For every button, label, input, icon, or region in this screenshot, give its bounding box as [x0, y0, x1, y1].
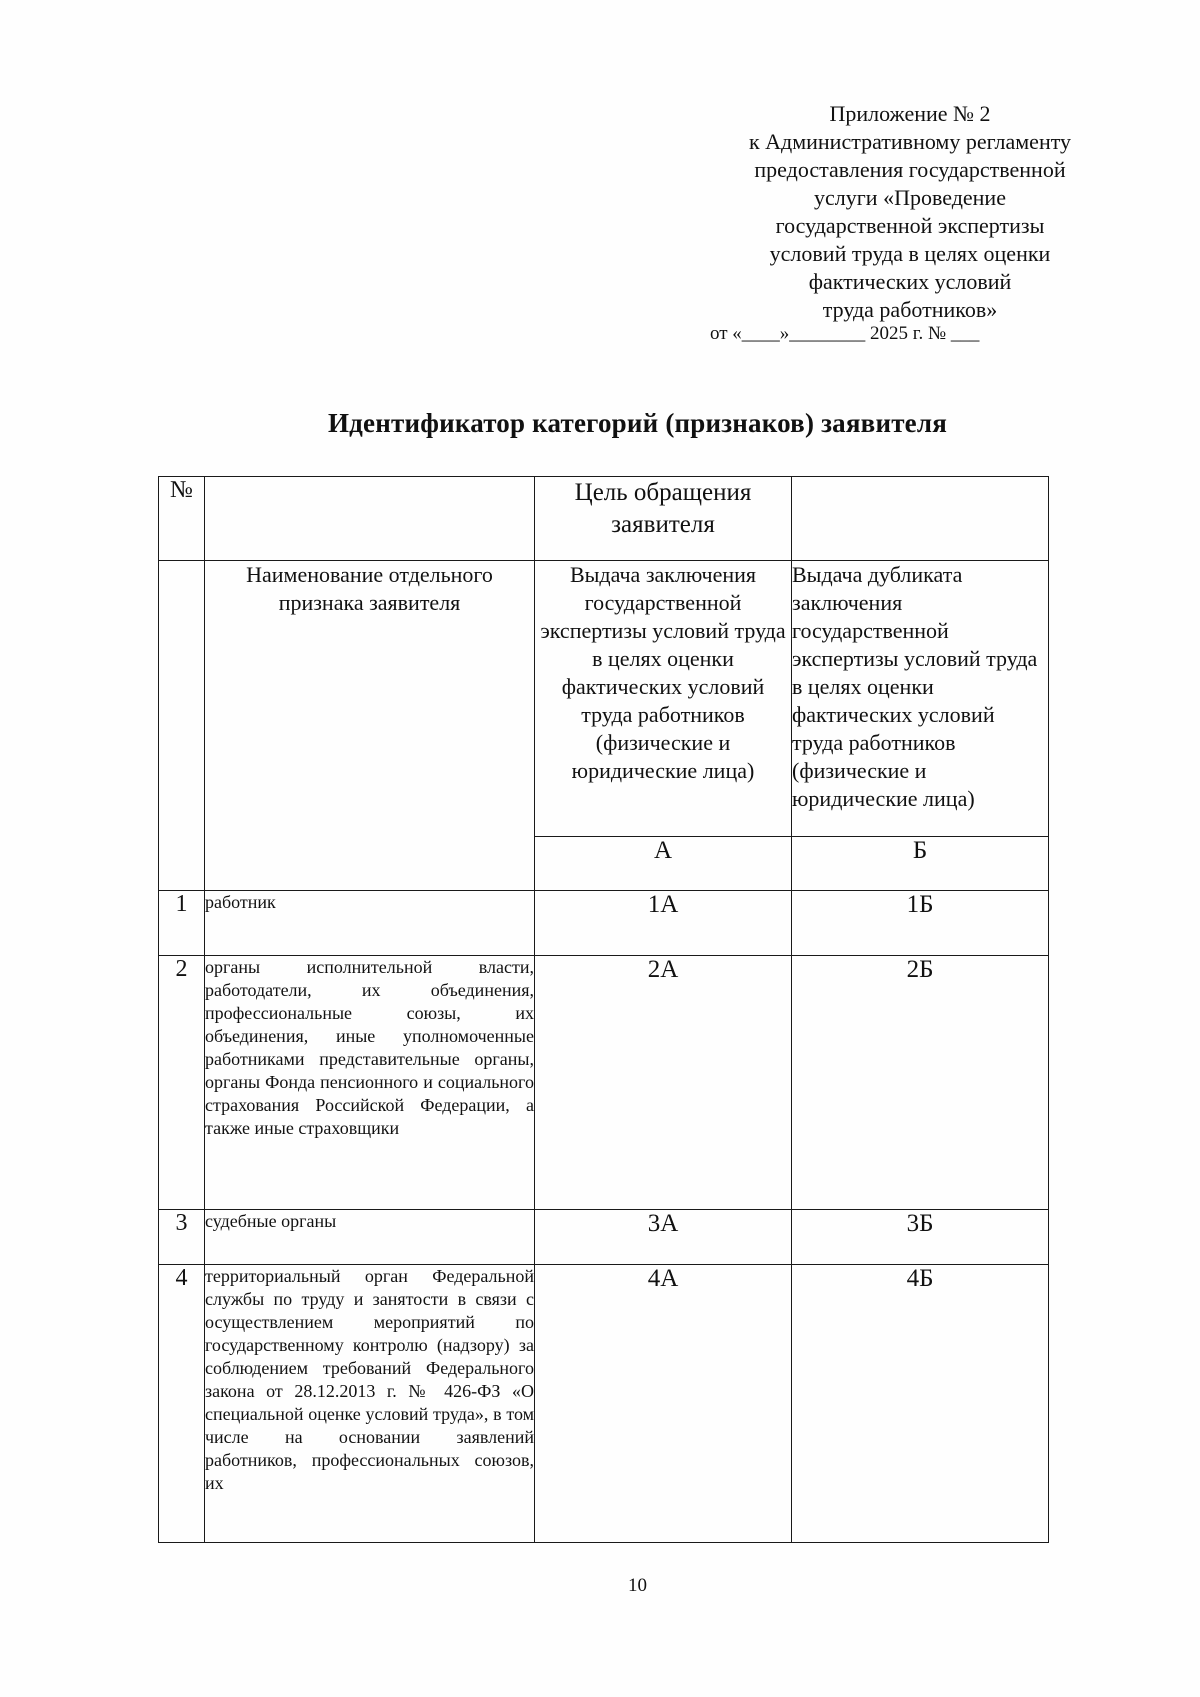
table-subheader-row: [159, 561, 1049, 837]
feature-name-header-cell: [205, 561, 535, 891]
appendix-line: фактических условий: [808, 269, 1012, 294]
row-number-cell: [159, 1210, 205, 1265]
feature-cell: [205, 891, 535, 956]
feature-text: судебные органы: [205, 1211, 337, 1231]
appendix-line: к Административному регламенту: [748, 129, 1072, 154]
appendix-line: услуги «Проведение: [814, 185, 1006, 210]
feature-text: органы исполнительной власти, работодатели, их объединения, профессиональные союзы, их объединения, иные уполномоченные работниками представительные органы, органы Фонда пенсионного и социального страхования Российской Федерации, а также иные страховщики: [205, 957, 534, 1138]
code-a: 1А: [647, 891, 679, 918]
header-empty-cell: [792, 477, 1049, 561]
page-number: 10: [628, 1575, 647, 1596]
table-row: [159, 1210, 1049, 1265]
code-b: 1Б: [906, 891, 934, 918]
document-title: Идентификатор категорий (признаков) заявителя: [327, 408, 948, 438]
header-purpose: Цель обращения заявителя: [574, 479, 752, 538]
letter-b-cell: [792, 837, 1049, 891]
table-row: [159, 1265, 1049, 1543]
row-number-cell: [159, 891, 205, 956]
code-b-cell: [792, 956, 1049, 1210]
code-a: 2А: [647, 956, 679, 983]
row-number: 4: [175, 1265, 188, 1291]
code-a-cell: [535, 891, 792, 956]
letter-a: А: [653, 837, 673, 864]
code-a-cell: [535, 1210, 792, 1265]
code-a: 4А: [647, 1265, 679, 1292]
header-purpose-cell: [535, 477, 792, 561]
code-b: 3Б: [906, 1210, 934, 1237]
code-a-cell: [535, 1265, 792, 1543]
applicant-category-table: [158, 476, 1049, 1543]
feature-text: территориальный орган Федеральной службы по труду и занятости в связи с осуществлением мероприятий по государственному контролю (надзору) за соблюдением требований Федерального закона от 28.12.2013 г. № 426-ФЗ «О специальной оценке условий труда», в том числе на основании заявлений работников, профессиональных союзов, их: [205, 1266, 534, 1493]
code-b-cell: [792, 1265, 1049, 1543]
table-row: [159, 891, 1049, 956]
code-b: 2Б: [906, 956, 934, 983]
code-b-cell: [792, 1210, 1049, 1265]
code-a-cell: [535, 956, 792, 1210]
feature-cell: [205, 956, 535, 1210]
appendix-line: предоставления государственной: [754, 157, 1066, 182]
table-row: [159, 956, 1049, 1210]
letter-a-cell: [535, 837, 792, 891]
date-number-line: от «____»________ 2025 г. № ___: [710, 323, 980, 344]
appendix-line: условий труда в целях оценки: [769, 241, 1051, 266]
subheader-number-cell: [159, 561, 205, 891]
feature-cell: [205, 1265, 535, 1543]
row-number: 1: [175, 891, 188, 917]
feature-cell: [205, 1210, 535, 1265]
letter-b: Б: [912, 837, 928, 864]
appendix-line: государственной экспертизы: [775, 213, 1045, 238]
header-number: №: [170, 477, 193, 503]
feature-text: работник: [205, 892, 276, 912]
header-empty-cell: [205, 477, 535, 561]
row-number-cell: [159, 1265, 205, 1543]
row-number: 2: [175, 956, 188, 982]
row-number-cell: [159, 956, 205, 1210]
column-b-header: Выдача дубликата заключения государственной экспертизы условий труда в целях оценки фактических условий труда работников (физические и юридические лица): [792, 562, 1038, 811]
table-header-row: [159, 477, 1049, 561]
code-b: 4Б: [906, 1265, 934, 1292]
code-a: 3А: [647, 1210, 679, 1237]
row-number: 3: [175, 1210, 188, 1236]
appendix-header: [700, 100, 1120, 324]
appendix-line: Приложение № 2: [829, 101, 991, 126]
header-number-cell: [159, 477, 205, 561]
column-a-header-cell: [535, 561, 792, 837]
appendix-line: труда работников»: [822, 297, 998, 322]
code-b-cell: [792, 891, 1049, 956]
feature-name-header: Наименование отдельного признака заявителя: [246, 562, 493, 615]
column-a-header: Выдача заключения государственной экспертизы условий труда в целях оценки фактических условий труда работников (физические и юридические лица): [540, 562, 786, 783]
column-b-header-cell: [792, 561, 1049, 837]
